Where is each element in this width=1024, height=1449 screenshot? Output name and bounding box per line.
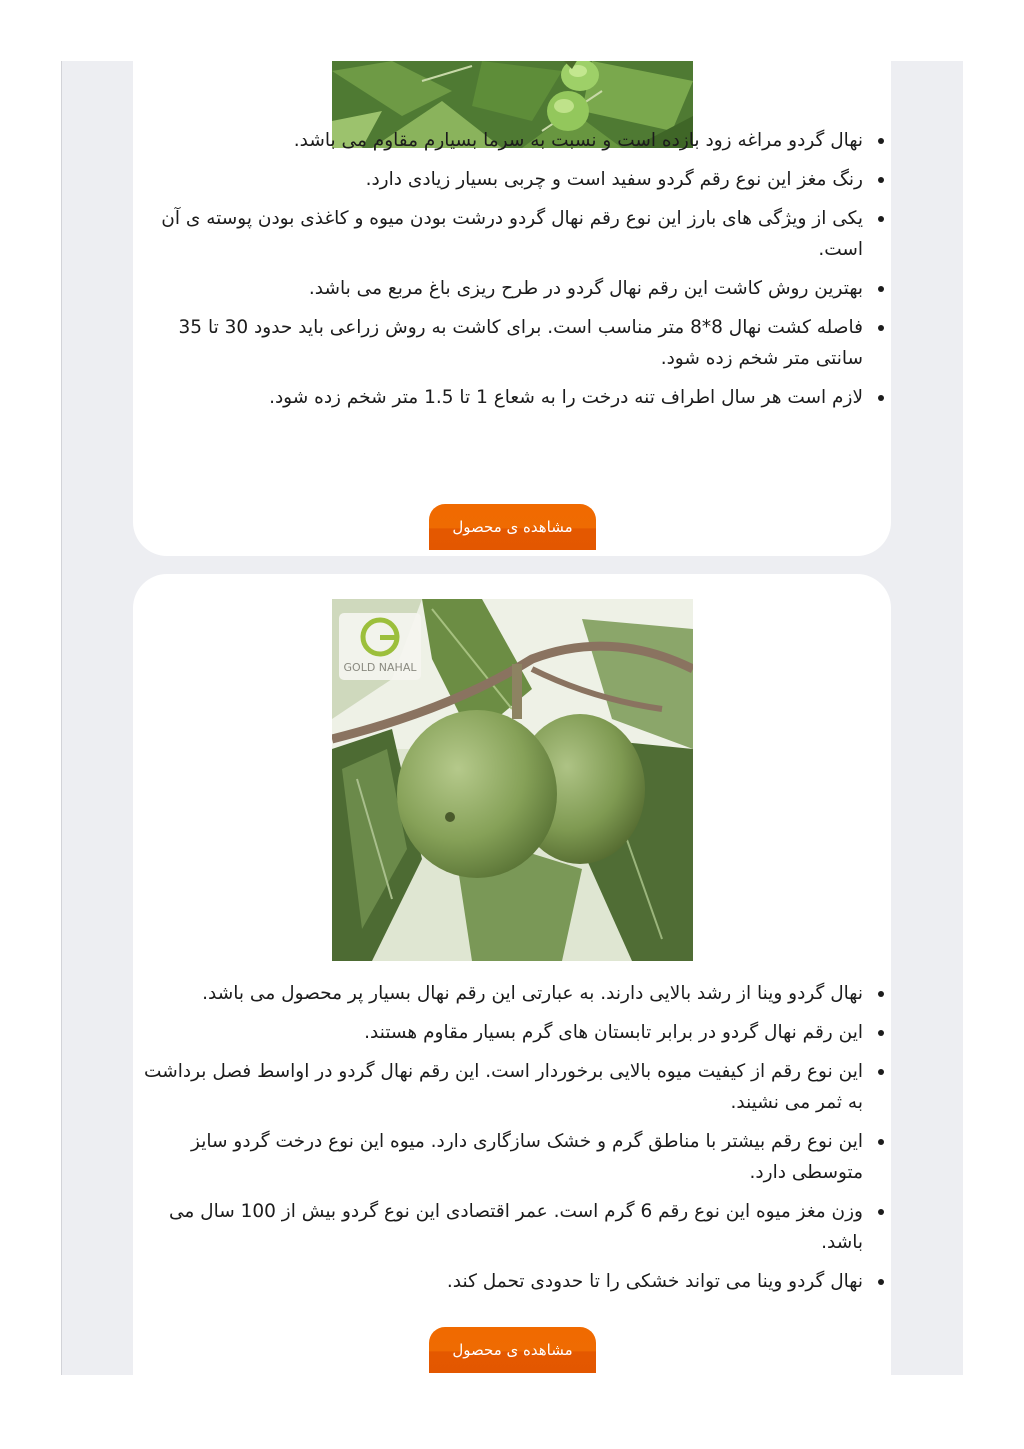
view-product-button[interactable]: مشاهده ی محصول <box>429 504 596 550</box>
walnut-fruit-photo <box>332 599 693 961</box>
features-list <box>143 978 863 1305</box>
list-item: رنگ مغز این نوع رقم گردو سفید است و چربی بسیار زیادی دارد. <box>143 164 863 195</box>
list-item: نهال گردو وینا می تواند خشکی را تا حدودی تحمل کند. <box>143 1266 863 1297</box>
features-list <box>143 125 863 421</box>
list-item: بهترین روش کاشت این رقم نهال گردو در طرح ریزی باغ مربع می باشد. <box>143 273 863 304</box>
list-item: این نوع رقم از کیفیت میوه بالایی برخوردار است. این رقم نهال گردو در اواسط فصل برداشت به ثمر می نشیند. <box>143 1056 863 1118</box>
gold-nahal-logo-text: GOLD NAHAL <box>343 661 417 674</box>
page-frame <box>61 61 963 1375</box>
walnut-fruit-image <box>332 599 693 961</box>
view-product-button[interactable]: مشاهده ی محصول <box>429 1327 596 1373</box>
list-item: فاصله کشت نهال 8*8 متر مناسب است. برای کاشت به روش زراعی باید حدود 30 تا 35 سانتی متر شخم زده شود. <box>143 312 863 374</box>
product-card-maragheh <box>133 61 891 556</box>
list-item: این نوع رقم بیشتر با مناطق گرم و خشک سازگاری دارد. میوه این نوع درخت گردو سایز متوسطی دارد. <box>143 1126 863 1188</box>
list-item: لازم است هر سال اطراف تنه درخت را به شعاع 1 تا 1.5 متر شخم زده شود. <box>143 382 863 413</box>
list-item: نهال گردو وینا از رشد بالایی دارند. به عبارتی این رقم نهال بسیار پر محصول می باشد. <box>143 978 863 1009</box>
list-item: وزن مغز میوه این نوع رقم 6 گرم است. عمر اقتصادی این نوع گردو بیش از 100 سال می باشد. <box>143 1196 863 1258</box>
list-item: نهال گردو مراغه زود بازده است و نسبت به سرما بسیارم مقاوم می باشد. <box>143 125 863 156</box>
list-item: این رقم نهال گردو در برابر تابستان های گرم بسیار مقاوم هستند. <box>143 1017 863 1048</box>
list-item: یکی از ویژگی های بارز این نوع رقم نهال گردو درشت بودن میوه و کاغذی بودن پوسته ی آن است. <box>143 203 863 265</box>
product-card-vina <box>133 574 891 1375</box>
